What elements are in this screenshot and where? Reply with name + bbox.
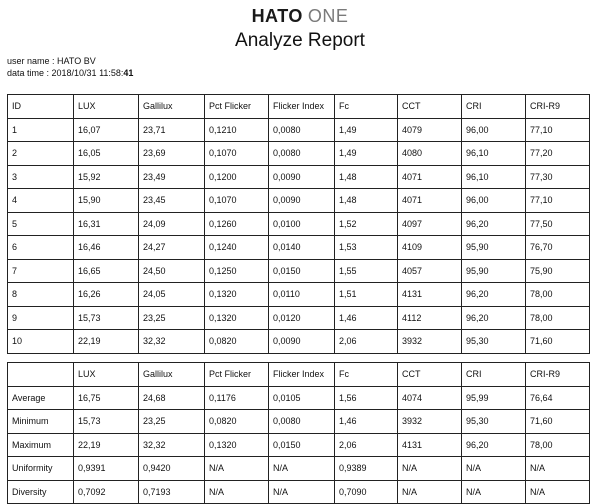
table-cell: 0,1070 <box>205 142 269 166</box>
table-cell: 16,46 <box>74 236 139 260</box>
column-header: LUX <box>74 95 139 119</box>
table-cell: 4071 <box>398 189 462 213</box>
table-cell: 1,46 <box>335 306 398 330</box>
table-cell: 3 <box>8 165 74 189</box>
table-cell: 24,50 <box>139 259 205 283</box>
date-time-text: data time : 2018/10/31 11:58: <box>7 68 124 78</box>
table-cell: 78,00 <box>526 433 590 457</box>
table-row <box>8 283 590 307</box>
table-cell: 0,0820 <box>205 410 269 434</box>
table-cell: 24,68 <box>139 386 205 410</box>
measurements-header-row <box>8 95 590 119</box>
table-cell: 8 <box>8 283 74 307</box>
table-cell: 0,9391 <box>74 457 139 481</box>
table-cell: 4 <box>8 189 74 213</box>
table-cell: 96,20 <box>462 306 526 330</box>
table-cell: 78,00 <box>526 283 590 307</box>
table-cell: 0,9389 <box>335 457 398 481</box>
table-cell: 0,0090 <box>269 189 335 213</box>
table-cell: 1,55 <box>335 259 398 283</box>
table-cell: 4097 <box>398 212 462 236</box>
table-cell: 7 <box>8 259 74 283</box>
table-cell: 0,0110 <box>269 283 335 307</box>
table-cell: 0,0105 <box>269 386 335 410</box>
table-cell: 0,0080 <box>269 410 335 434</box>
brand-logo <box>0 6 600 26</box>
table-cell: 76,70 <box>526 236 590 260</box>
summary-header-row <box>8 363 590 387</box>
column-header: Pct Flicker <box>205 95 269 119</box>
table-cell: 0,1200 <box>205 165 269 189</box>
table-row <box>8 330 590 354</box>
summary-table <box>7 362 590 504</box>
table-cell: 23,69 <box>139 142 205 166</box>
table-cell: N/A <box>269 457 335 481</box>
table-cell: Minimum <box>8 410 74 434</box>
table-cell: 0,9420 <box>139 457 205 481</box>
table-cell: 0,0100 <box>269 212 335 236</box>
table-cell: 78,00 <box>526 306 590 330</box>
measurements-body <box>8 118 590 353</box>
table-cell: 23,71 <box>139 118 205 142</box>
table-row <box>8 236 590 260</box>
report-title: Analyze Report <box>235 30 365 51</box>
table-cell: 16,26 <box>74 283 139 307</box>
table-cell: 0,1320 <box>205 306 269 330</box>
table-cell: 23,25 <box>139 410 205 434</box>
table-cell: 96,10 <box>462 165 526 189</box>
table-cell: 6 <box>8 236 74 260</box>
table-cell: N/A <box>205 457 269 481</box>
table-cell: 1,46 <box>335 410 398 434</box>
table-cell: 4074 <box>398 386 462 410</box>
table-cell: 24,27 <box>139 236 205 260</box>
table-cell: 1,56 <box>335 386 398 410</box>
column-header: CCT <box>398 95 462 119</box>
date-time-line <box>7 68 133 79</box>
table-cell: 4079 <box>398 118 462 142</box>
table-cell: 96,10 <box>462 142 526 166</box>
column-header: Pct Flicker <box>205 363 269 387</box>
table-cell: 0,0820 <box>205 330 269 354</box>
table-cell: 15,73 <box>74 306 139 330</box>
table-cell: 96,00 <box>462 118 526 142</box>
measurements-header <box>8 95 590 119</box>
table-cell: 0,7092 <box>74 480 139 504</box>
table-cell: Maximum <box>8 433 74 457</box>
column-header <box>8 363 74 387</box>
table-cell: 95,90 <box>462 236 526 260</box>
column-header: LUX <box>74 363 139 387</box>
table-cell: 77,30 <box>526 165 590 189</box>
column-header: Gallilux <box>139 95 205 119</box>
table-cell: 15,92 <box>74 165 139 189</box>
table-cell: N/A <box>205 480 269 504</box>
table-cell: N/A <box>398 480 462 504</box>
table-cell: 1,51 <box>335 283 398 307</box>
table-cell: 22,19 <box>74 330 139 354</box>
table-cell: 15,90 <box>74 189 139 213</box>
column-header: CRI-R9 <box>526 363 590 387</box>
summary-row <box>8 457 590 481</box>
table-cell: 95,99 <box>462 386 526 410</box>
table-cell: 0,0090 <box>269 165 335 189</box>
table-cell: 9 <box>8 306 74 330</box>
table-cell: 0,0090 <box>269 330 335 354</box>
table-cell: 32,32 <box>139 433 205 457</box>
table-cell: 24,05 <box>139 283 205 307</box>
table-cell: 96,20 <box>462 433 526 457</box>
table-cell: 76,64 <box>526 386 590 410</box>
summary-row <box>8 410 590 434</box>
table-cell: 0,0150 <box>269 433 335 457</box>
table-cell: 0,0080 <box>269 142 335 166</box>
table-row <box>8 306 590 330</box>
column-header: Fc <box>335 95 398 119</box>
table-cell: 0,1250 <box>205 259 269 283</box>
table-cell: 16,05 <box>74 142 139 166</box>
table-cell: 4131 <box>398 433 462 457</box>
column-header: ID <box>8 95 74 119</box>
column-header: CCT <box>398 363 462 387</box>
summary-row <box>8 433 590 457</box>
table-cell: 1,53 <box>335 236 398 260</box>
table-cell: 2,06 <box>335 330 398 354</box>
summary-body <box>8 386 590 504</box>
table-cell: 95,90 <box>462 259 526 283</box>
table-cell: 4057 <box>398 259 462 283</box>
table-cell: 1 <box>8 118 74 142</box>
user-name-line: user name : HATO BV <box>7 56 96 66</box>
table-cell: 16,07 <box>74 118 139 142</box>
table-cell: 5 <box>8 212 74 236</box>
table-cell: 4131 <box>398 283 462 307</box>
table-row <box>8 212 590 236</box>
column-header: CRI-R9 <box>526 95 590 119</box>
summary-row <box>8 386 590 410</box>
table-cell: 95,30 <box>462 410 526 434</box>
brand-name-bold: HATO <box>251 6 303 26</box>
table-cell: N/A <box>462 480 526 504</box>
table-cell: N/A <box>269 480 335 504</box>
table-cell: N/A <box>398 457 462 481</box>
table-cell: 0,1260 <box>205 212 269 236</box>
table-cell: N/A <box>526 457 590 481</box>
table-cell: 0,0150 <box>269 259 335 283</box>
brand-name-light: ONE <box>307 6 349 26</box>
table-cell: 1,49 <box>335 142 398 166</box>
table-cell: Average <box>8 386 74 410</box>
column-header: Gallilux <box>139 363 205 387</box>
table-cell: 95,30 <box>462 330 526 354</box>
table-cell: 23,25 <box>139 306 205 330</box>
table-cell: 3932 <box>398 410 462 434</box>
table-cell: 0,1210 <box>205 118 269 142</box>
table-cell: 1,49 <box>335 118 398 142</box>
table-cell: 10 <box>8 330 74 354</box>
table-cell: 23,45 <box>139 189 205 213</box>
table-cell: 77,10 <box>526 118 590 142</box>
column-header: Flicker Index <box>269 95 335 119</box>
table-cell: 32,32 <box>139 330 205 354</box>
table-cell: 0,7090 <box>335 480 398 504</box>
table-cell: 77,20 <box>526 142 590 166</box>
table-cell: 0,1320 <box>205 433 269 457</box>
table-cell: 16,31 <box>74 212 139 236</box>
table-cell: 96,20 <box>462 283 526 307</box>
table-cell: 75,90 <box>526 259 590 283</box>
table-cell: 0,1176 <box>205 386 269 410</box>
table-cell: 1,52 <box>335 212 398 236</box>
table-cell: 4112 <box>398 306 462 330</box>
table-cell: 24,09 <box>139 212 205 236</box>
table-cell: 3932 <box>398 330 462 354</box>
table-cell: 0,1240 <box>205 236 269 260</box>
table-cell: 0,0080 <box>269 118 335 142</box>
table-cell: 71,60 <box>526 410 590 434</box>
table-cell: 77,10 <box>526 189 590 213</box>
table-cell: 0,0140 <box>269 236 335 260</box>
column-header: CRI <box>462 95 526 119</box>
table-cell: 4109 <box>398 236 462 260</box>
table-cell: N/A <box>526 480 590 504</box>
summary-row <box>8 480 590 504</box>
table-cell: 0,7193 <box>139 480 205 504</box>
summary-header <box>8 363 590 387</box>
column-header: CRI <box>462 363 526 387</box>
column-header: Fc <box>335 363 398 387</box>
table-cell: 16,75 <box>74 386 139 410</box>
table-cell: 0,0120 <box>269 306 335 330</box>
column-header: Flicker Index <box>269 363 335 387</box>
table-cell: 1,48 <box>335 189 398 213</box>
table-cell: 96,20 <box>462 212 526 236</box>
table-cell: 2 <box>8 142 74 166</box>
date-time-seconds: 41 <box>123 68 134 78</box>
table-cell: 2,06 <box>335 433 398 457</box>
table-row <box>8 118 590 142</box>
table-cell: 16,65 <box>74 259 139 283</box>
table-cell: 15,73 <box>74 410 139 434</box>
table-cell: Uniformity <box>8 457 74 481</box>
table-cell: 22,19 <box>74 433 139 457</box>
table-cell: 0,1320 <box>205 283 269 307</box>
table-cell: 77,50 <box>526 212 590 236</box>
table-cell: 71,60 <box>526 330 590 354</box>
table-row <box>8 189 590 213</box>
table-cell: N/A <box>462 457 526 481</box>
table-row <box>8 142 590 166</box>
table-cell: Diversity <box>8 480 74 504</box>
table-row <box>8 165 590 189</box>
table-cell: 4080 <box>398 142 462 166</box>
table-row <box>8 259 590 283</box>
table-cell: 23,49 <box>139 165 205 189</box>
measurements-table <box>7 94 590 354</box>
table-cell: 0,1070 <box>205 189 269 213</box>
table-cell: 1,48 <box>335 165 398 189</box>
table-cell: 4071 <box>398 165 462 189</box>
table-cell: 96,00 <box>462 189 526 213</box>
